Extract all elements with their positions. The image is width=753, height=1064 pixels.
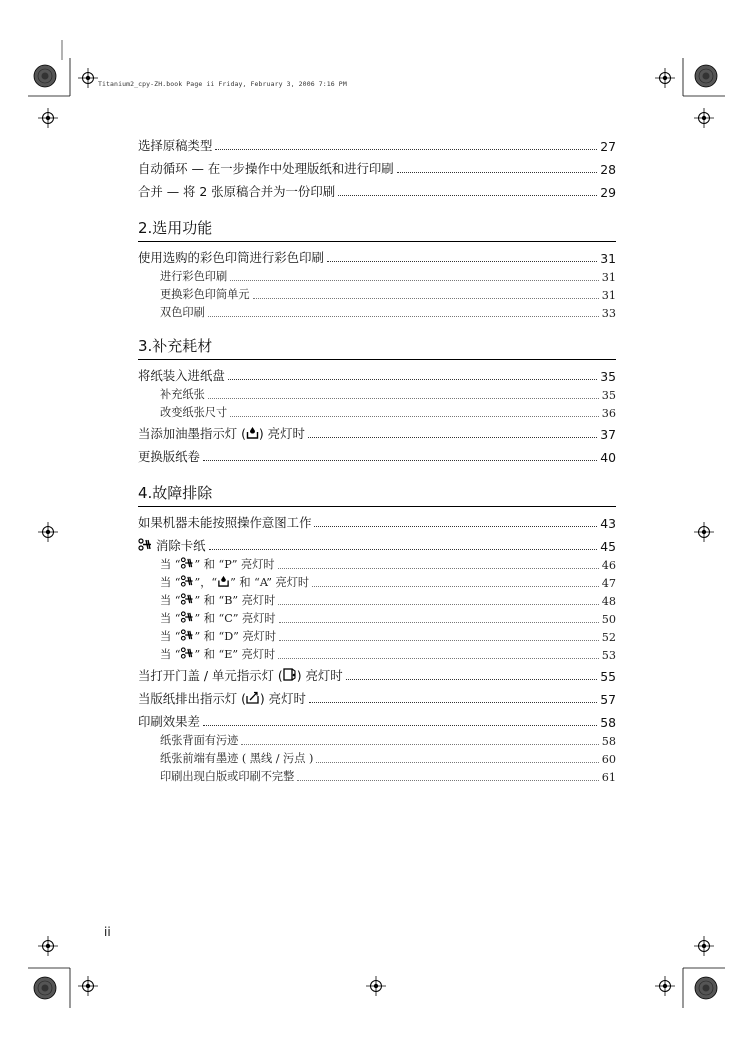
toc-entry-title: 更换彩色印筒单元 (160, 288, 250, 301)
toc-entry-title: 更换版纸卷 (138, 449, 200, 464)
registration-mark-icon (38, 522, 58, 542)
toc-subentry[interactable] (160, 766, 616, 784)
toc-entry-title: 自动循环 — 在一步操作中处理版纸和进行印刷 (138, 161, 394, 176)
master-eject-icon (246, 691, 260, 704)
toc-entry-title: 改变纸张尺寸 (160, 406, 228, 419)
registration-mark-icon (38, 936, 58, 956)
registration-mark-icon (694, 936, 714, 956)
registration-mark-icon (78, 976, 98, 996)
toc-entry-page: 29 (600, 185, 616, 200)
toc-entry[interactable] (138, 182, 616, 200)
toc-entry-title: 当版纸排出指示灯 ( ) 亮灯时 (138, 691, 306, 706)
toc-entry-title: 当 “ ” 和 “P” 亮灯时 (160, 558, 275, 571)
color-disc-icon (34, 977, 56, 999)
paper-jam-icon (180, 593, 194, 605)
toc-entry-page: 43 (600, 516, 616, 531)
toc-entry-page: 48 (601, 595, 616, 608)
toc-entry-page: 31 (601, 289, 616, 302)
toc-entry-page: 28 (600, 162, 616, 177)
toc-entry-page: 36 (601, 407, 616, 420)
toc-entry-page: 46 (601, 559, 616, 572)
toc-entry-page: 58 (601, 735, 616, 748)
paper-jam-icon (180, 611, 194, 623)
registration-mark-icon (694, 522, 714, 542)
toc-entry-title: 当 “ ” 和 “E” 亮灯时 (160, 648, 276, 661)
toc-entry-title: 印刷出现白版或印刷不完整 (160, 770, 295, 783)
toc-subentry[interactable] (160, 626, 616, 644)
toc-entry-page: 45 (600, 539, 616, 554)
toc-entry-title: 当 “ ” 和 “D” 亮灯时 (160, 630, 277, 643)
toc-subentry[interactable] (160, 302, 616, 320)
toc-entry-page: 27 (600, 139, 616, 154)
toc-entry-page: 61 (601, 771, 616, 784)
toc-entry-page: 58 (600, 715, 616, 730)
ink-add-icon (217, 575, 230, 587)
registration-mark-icon (366, 976, 386, 996)
toc-entry[interactable] (138, 447, 616, 465)
toc-entry[interactable] (138, 689, 616, 707)
toc-entry-title: 当 “ ” 和 “C” 亮灯时 (160, 612, 276, 625)
toc-entry-page: 37 (600, 427, 616, 442)
toc-entry-title: 当 “ ”，“ ” 和 “A” 亮灯时 (160, 576, 310, 589)
color-disc-icon (34, 65, 56, 87)
toc-entry-page: 50 (601, 613, 616, 626)
toc-entry-page: 31 (600, 251, 616, 266)
print-info-line: Titanium2_cpy-ZH.book Page ii Friday, February 3, 2006 7:16 PM (98, 80, 347, 88)
registration-mark-icon (38, 108, 58, 128)
toc-entry-page: 60 (601, 753, 616, 766)
toc-entry-page: 35 (601, 389, 616, 402)
toc-entry-title: 使用选购的彩色印筒进行彩色印刷 (138, 250, 324, 265)
paper-jam-icon (180, 557, 194, 569)
toc-subentry[interactable] (160, 590, 616, 608)
toc-entry-page: 40 (600, 450, 616, 465)
chapter-heading: 2.选用功能 (138, 217, 616, 242)
toc-entry-title: 当打开门盖 / 单元指示灯 ( ) 亮灯时 (138, 668, 343, 683)
toc-entry-page: 33 (601, 307, 616, 320)
paper-jam-icon (180, 575, 194, 587)
toc-entry-title: 如果机器未能按照操作意图工作 (138, 515, 312, 530)
door-open-icon (283, 668, 297, 681)
toc-entry[interactable] (138, 666, 616, 684)
toc-entry-title: 将纸装入进纸盘 (138, 368, 225, 383)
toc-entry-page: 52 (601, 631, 616, 644)
ink-add-icon (246, 426, 259, 439)
registration-mark-icon (78, 68, 98, 88)
toc-entry[interactable] (138, 366, 616, 384)
paper-jam-icon (138, 538, 152, 551)
toc-entry-title: 纸张背面有污迹 (160, 734, 239, 747)
toc-entry-title: 双色印刷 (160, 306, 205, 319)
toc-entry[interactable] (138, 536, 616, 554)
toc-entry-title: 印刷效果差 (138, 714, 200, 729)
registration-mark-icon (655, 976, 675, 996)
toc-entry-title: 纸张前端有墨迹 ( 黑线 / 污点 ) (160, 752, 314, 765)
toc-subentry[interactable] (160, 284, 616, 302)
toc-entry-page: 31 (601, 271, 616, 284)
registration-mark-icon (694, 108, 714, 128)
toc-entry[interactable] (138, 248, 616, 266)
toc-entry[interactable] (138, 424, 616, 442)
toc-subentry[interactable] (160, 730, 616, 748)
color-disc-icon (695, 977, 717, 999)
toc-subentry[interactable] (160, 554, 616, 572)
toc-entry-title: 当 “ ” 和 “B” 亮灯时 (160, 594, 276, 607)
chapter-heading: 4.故障排除 (138, 482, 616, 507)
toc-entry[interactable] (138, 159, 616, 177)
toc-subentry[interactable] (160, 572, 616, 590)
toc-entry-page: 35 (600, 369, 616, 384)
toc-entry-title: 选择原稿类型 (138, 138, 213, 153)
toc-entry-page: 57 (600, 692, 616, 707)
registration-mark-icon (655, 68, 675, 88)
toc-subentry[interactable] (160, 644, 616, 662)
toc-entry[interactable] (138, 136, 616, 154)
toc-entry[interactable] (138, 513, 616, 531)
toc-entry[interactable] (138, 712, 616, 730)
toc-entry-page: 53 (601, 649, 616, 662)
toc-entry-title: 进行彩色印刷 (160, 270, 228, 283)
toc-subentry[interactable] (160, 608, 616, 626)
toc-entry-page: 55 (600, 669, 616, 684)
toc-entry-title: 合并 — 将 2 张原稿合并为一份印刷 (138, 184, 336, 199)
paper-jam-icon (180, 647, 194, 659)
paper-jam-icon (180, 629, 194, 641)
toc-subentry[interactable] (160, 748, 616, 766)
toc-entry-title: 补充纸张 (160, 388, 205, 401)
toc-entry-title: 当添加油墨指示灯 ( ) 亮灯时 (138, 426, 305, 441)
toc-entry-title: 消除卡纸 (138, 536, 206, 554)
toc-subentry[interactable] (160, 266, 616, 284)
toc-subentry[interactable] (160, 402, 616, 420)
color-disc-icon (695, 65, 717, 87)
chapter-heading: 3.补充耗材 (138, 335, 616, 360)
toc-entry-page: 47 (601, 577, 616, 590)
toc-subentry[interactable] (160, 384, 616, 402)
page-number: ii (104, 925, 111, 939)
